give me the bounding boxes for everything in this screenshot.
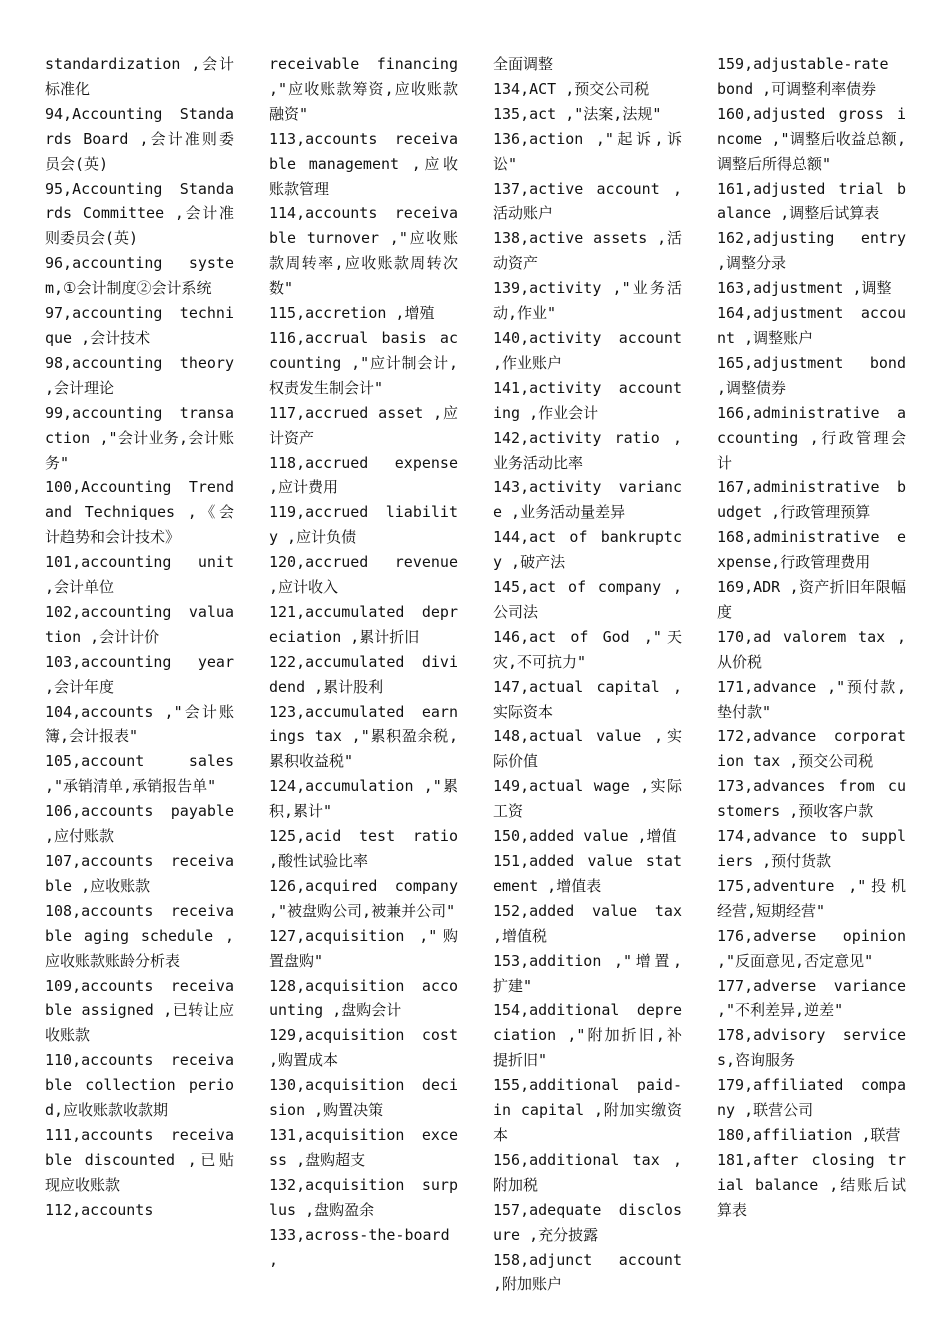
glossary-entry: 98,accounting theory ,会计理论 xyxy=(45,353,234,397)
glossary-entry: 117,accrued asset ,应计资产 xyxy=(269,403,458,447)
glossary-entry: 171,advance ,"预付款,垫付款" xyxy=(717,677,906,721)
glossary-entry: 126,acquired company ,"被盘购公司,被兼并公司" xyxy=(269,876,458,920)
glossary-entry: 168,administrative expense,行政管理费用 xyxy=(717,528,906,572)
glossary-entry: 151,added value statement ,增值表 xyxy=(493,852,682,895)
glossary-entry: 105,account sales ,"承销清单,承销报告单" xyxy=(45,752,234,796)
glossary-entry: 163,adjustment ,调整 xyxy=(717,279,892,298)
glossary-entry: 120,accrued revenue ,应计收入 xyxy=(269,553,458,597)
glossary-entry: 174,advance to suppliers ,预付货款 xyxy=(717,827,906,870)
glossary-entry: 104,accounts ,"会计账簿,会计报表" xyxy=(45,702,234,746)
glossary-entry: 141,activity accounting ,作业会计 xyxy=(493,378,682,422)
glossary-entry: 108,accounts receivable aging schedule ,应收账款账龄分析表 xyxy=(45,901,234,970)
glossary-entry: 118,accrued expense ,应计费用 xyxy=(269,453,458,497)
glossary-entry: 167,administrative budget ,行政管理预算 xyxy=(717,478,906,522)
glossary-entry: 114,accounts receivable turnover ,"应收账款周转率,应收账款周转次数" xyxy=(269,204,458,298)
glossary-entry: 137,active account ,活动账户 xyxy=(493,179,682,223)
glossary-entry: 176,adverse opinion ,"反面意见,否定意见" xyxy=(717,926,906,970)
glossary-entry: 162,adjusting entry ,调整分录 xyxy=(717,229,906,273)
glossary-entry: 112,accounts xyxy=(45,1200,154,1219)
glossary-entry: 139,activity ,"业务活动,作业" xyxy=(493,279,682,323)
glossary-entry: 136,action ,"起诉,诉讼" xyxy=(493,129,682,173)
glossary-entry: 131,acquisition excess ,盘购超支 xyxy=(269,1125,458,1169)
glossary-entry: 116,accrual basis accounting ,"应计制会计,权责发生制会计" xyxy=(269,328,458,397)
glossary-entry: 181,after closing trial balance ,结账后试算表 xyxy=(717,1150,906,1219)
glossary-entry: 142,activity ratio ,业务活动比率 xyxy=(493,428,682,472)
glossary-entry: 152,added value tax ,增值税 xyxy=(493,901,682,945)
glossary-entry: 161,adjusted trial balance ,调整后试算表 xyxy=(717,179,906,223)
glossary-entry: 134,ACT ,预交公司税 xyxy=(493,79,650,98)
glossary-entry: 160,adjusted gross income ,"调整后收益总额,调整后所得总额" xyxy=(717,104,906,173)
glossary-entry: 179,affiliated company ,联营公司 xyxy=(717,1076,906,1120)
glossary-entry: 103,accounting year ,会计年度 xyxy=(45,652,234,696)
glossary-entry: 164,adjustment account ,调整账户 xyxy=(717,304,906,347)
glossary-entry: 125,acid test ratio ,酸性试验比率 xyxy=(269,827,458,870)
glossary-entry: 146,act of God ,"天灾,不可抗力" xyxy=(493,627,682,671)
glossary-entry: 99,accounting transaction ,"会计业务,会计账务" xyxy=(45,403,234,472)
glossary-entry: 128,acquisition accounting ,盘购会计 xyxy=(269,976,458,1020)
glossary-entry: 106,accounts payable ,应付账款 xyxy=(45,802,234,846)
glossary-entry: 113,accounts receivable management ,应收账款管理 xyxy=(269,129,458,198)
glossary-entry: 122,accumulated dividend ,累计股利 xyxy=(269,652,458,696)
glossary-entry: 135,act ,"法案,法规" xyxy=(493,104,662,123)
glossary-entry: 147,actual capital ,实际资本 xyxy=(493,677,682,721)
glossary-entry: 166,administrative accounting ,行政管理会计 xyxy=(717,403,906,472)
glossary-column-2 xyxy=(269,52,458,1302)
glossary-entry: 149,actual wage ,实际工资 xyxy=(493,777,682,821)
glossary-entry: 110,accounts receivable collection period,应收账款收款期 xyxy=(45,1051,234,1120)
glossary-entry: 148,actual value ,实际价值 xyxy=(493,727,682,771)
glossary-entry: 124,accumulation ,"累积,累计" xyxy=(269,777,458,821)
glossary-entry: receivable financing ,"应收账款筹资,应收账款融资" xyxy=(269,55,458,123)
glossary-entry: 100,Accounting Trend and Techniques ,《会计趋势和会计技术》 xyxy=(45,478,234,547)
glossary-entry: 165,adjustment bond ,调整债券 xyxy=(717,353,906,397)
glossary-entry: 155,additional paid-in capital ,附加实缴资本 xyxy=(493,1076,682,1144)
glossary-entry: 102,accounting valuation ,会计计价 xyxy=(45,602,234,646)
glossary-entry: 96,accounting system,①会计制度②会计系统 xyxy=(45,254,234,298)
glossary-entry: 180,affiliation ,联营 xyxy=(717,1125,901,1144)
glossary-entry: standardization ,会计标准化 xyxy=(45,55,234,98)
glossary-entry: 94,Accounting Standards Board ,会计准则委员会(英) xyxy=(45,104,234,173)
glossary-entry: 157,adequate disclosure ,充分披露 xyxy=(493,1200,682,1244)
glossary-entry: 170,ad valorem tax ,从价税 xyxy=(717,627,906,671)
glossary-column-3 xyxy=(493,52,682,1302)
glossary-entry: 158,adjunct account ,附加账户 xyxy=(493,1250,682,1294)
glossary-entry: 109,accounts receivable assigned ,已转让应收账款 xyxy=(45,976,234,1045)
glossary-entry: 156,additional tax ,附加税 xyxy=(493,1150,682,1194)
glossary-entry: 150,added value ,增值 xyxy=(493,827,677,846)
glossary-entry: 143,activity variance ,业务活动量差异 xyxy=(493,478,682,522)
glossary-entry: 140,activity account ,作业账户 xyxy=(493,328,682,372)
glossary-entry: 97,accounting technique ,会计技术 xyxy=(45,304,234,347)
glossary-entry: 130,acquisition decision ,购置决策 xyxy=(269,1076,458,1120)
glossary-entry: 107,accounts receivable ,应收账款 xyxy=(45,852,234,895)
glossary-entry: 95,Accounting Standards Committee ,会计准则委员会(英) xyxy=(45,179,234,248)
glossary-entry: 101,accounting unit ,会计单位 xyxy=(45,553,234,597)
glossary-entry: 132,acquisition surplus ,盘购盈余 xyxy=(269,1175,458,1219)
glossary-entry: 全面调整 xyxy=(493,55,554,73)
glossary-entry: 153,addition ,"增置,扩建" xyxy=(493,951,682,995)
glossary-entry: 154,additional depreciation ,"附加折旧,补提折旧" xyxy=(493,1001,682,1070)
glossary-entry: 127,acquisition ,"购置盘购" xyxy=(269,926,458,970)
glossary-entry: 177,adverse variance ,"不利差异,逆差" xyxy=(717,976,906,1020)
glossary-column-4 xyxy=(717,52,906,1302)
glossary-entry: 175,adventure ,"投机经营,短期经营" xyxy=(717,876,906,920)
glossary-entry: 145,act of company ,公司法 xyxy=(493,578,682,621)
glossary-entry: 144,act of bankruptcy ,破产法 xyxy=(493,528,682,572)
glossary-entry: 133,across-the-board , xyxy=(269,1225,450,1269)
glossary-entry: 159,adjustable-rate bond ,可调整利率债券 xyxy=(717,55,889,98)
glossary-entry: 178,advisory services,咨询服务 xyxy=(717,1026,906,1070)
glossary-entry: 172,advance corporation tax ,预交公司税 xyxy=(717,727,906,771)
glossary-entry: 138,active assets ,活动资产 xyxy=(493,229,682,273)
glossary-entry: 173,advances from customers ,预收客户款 xyxy=(717,777,906,821)
glossary-entry: 129,acquisition cost ,购置成本 xyxy=(269,1026,458,1070)
glossary-entry: 123,accumulated earnings tax ,"累积盈余税,累积收益税" xyxy=(269,702,458,771)
glossary-entry: 169,ADR ,资产折旧年限幅度 xyxy=(717,578,906,621)
glossary-entry: 119,accrued liability ,应计负债 xyxy=(269,503,458,547)
glossary-entry: 115,accretion ,增殖 xyxy=(269,304,435,323)
glossary-entry: 121,accumulated depreciation ,累计折旧 xyxy=(269,602,458,646)
glossary-page xyxy=(45,52,907,1302)
glossary-column-1 xyxy=(45,52,234,1302)
glossary-entry: 111,accounts receivable discounted ,已贴现应收账款 xyxy=(45,1125,234,1194)
